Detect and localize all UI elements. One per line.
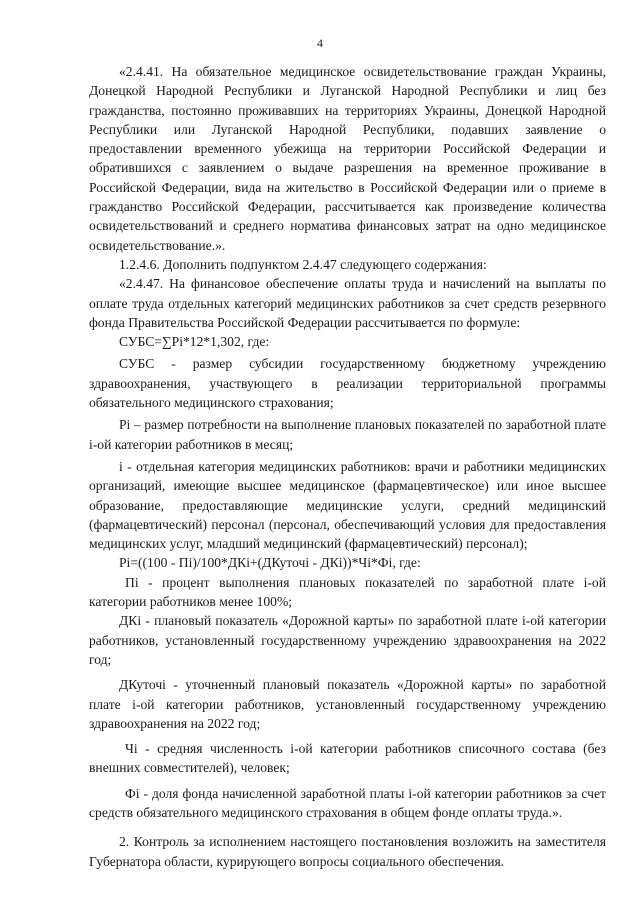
paragraph-2-4-41: «2.4.41. На обязательное медицинское освидетельствование граждан Украины, Донецкой Народной Республики и Луганской Народной Республики и лиц без гражданства, постоянно проживавших на территориях Украины, Донецкой Народной Республики или Луганской Народной Республики, подавших заявление о предоставлении временного убежища на территории Российской Федерации и обратившихся с заявлением о выдаче разрешения на временное проживание в Российской Федерации, вида на жительство в Российской Федерации или о приеме в гражданство Российской Федерации, рассчитывается как произведение количества освидетельствований и среднего норматива финансовых затрат на одно медицинское освидетельствование.». bbox=[89, 64, 606, 253]
document-body bbox=[89, 62, 606, 871]
paragraph-control: 2. Контроль за исполнением настоящего постановления возложить на заместителя Губернатора области, курирующего вопросы социального обеспечения. bbox=[89, 834, 606, 869]
paragraph-amendment-1-2-4-6: 1.2.4.6. Дополнить подпунктом 2.4.47 следующего содержания: bbox=[119, 256, 487, 272]
definition-subs: СУБС - размер субсидии государственному бюджетному учреждению здравоохранения, участвующего в реализации территориальной программы обязательного медицинского страхования; bbox=[89, 356, 606, 411]
definition-p-percent: Пі - процент выполнения плановых показателей по заработной плате i-ой категории работников менее 100%; bbox=[89, 574, 606, 610]
paragraph-2-4-47: «2.4.47. На финансовое обеспечение оплаты труда и начислений на выплаты по оплате труда отдельных категорий медицинских работников за счет средств резервного фонда Правительства Российской Федерации рассчитывается по формуле: bbox=[89, 276, 606, 330]
definition-i: i - отдельная категория медицинских работников: врачи и работники медицинских организаций, имеющие высшее медицинское (фармацевтическое) или иное высшее образование, предоставляющие медицинские услуги, средний медицинский (фармацевтический) персонал (персонал, обеспечивающий условия для предоставления медицинских услуг, младший медицинский (фармацевтический) персонал); bbox=[89, 458, 606, 552]
definition-ch: Чі - средняя численность i-ой категории работников списочного состава (без внешних совместителей), человек; bbox=[89, 741, 606, 776]
definition-dk: ДКі - плановый показатель «Дорожной карты» по заработной плате i-ой категории работников, установленный государственному учреждению здравоохранения на 2022 год; bbox=[89, 613, 606, 667]
definition-dk-utoch: ДКуточі - уточненный плановый показатель «Дорожной карты» по заработной плате i-ой категории работников, установленный государственному учреждению здравоохранения на 2022 год; bbox=[89, 677, 606, 731]
page-number: 4 bbox=[317, 36, 323, 50]
formula-subs: СУБС=∑Pi*12*1,302, где: bbox=[119, 334, 270, 350]
definition-f: Фі - доля фонда начисленной заработной платы i-ой категории работников за счет средств обязательного медицинского страхования в общем фонде оплаты труда.». bbox=[89, 785, 606, 820]
formula-pi: Pi=((100 - Пі)/100*ДКі+(ДКуточі - ДКі))*Чі*Фі, где: bbox=[119, 555, 421, 571]
definition-pi: Pi – размер потребности на выполнение плановых показателей по заработной плате i-ой категории работников в месяц; bbox=[89, 417, 606, 452]
